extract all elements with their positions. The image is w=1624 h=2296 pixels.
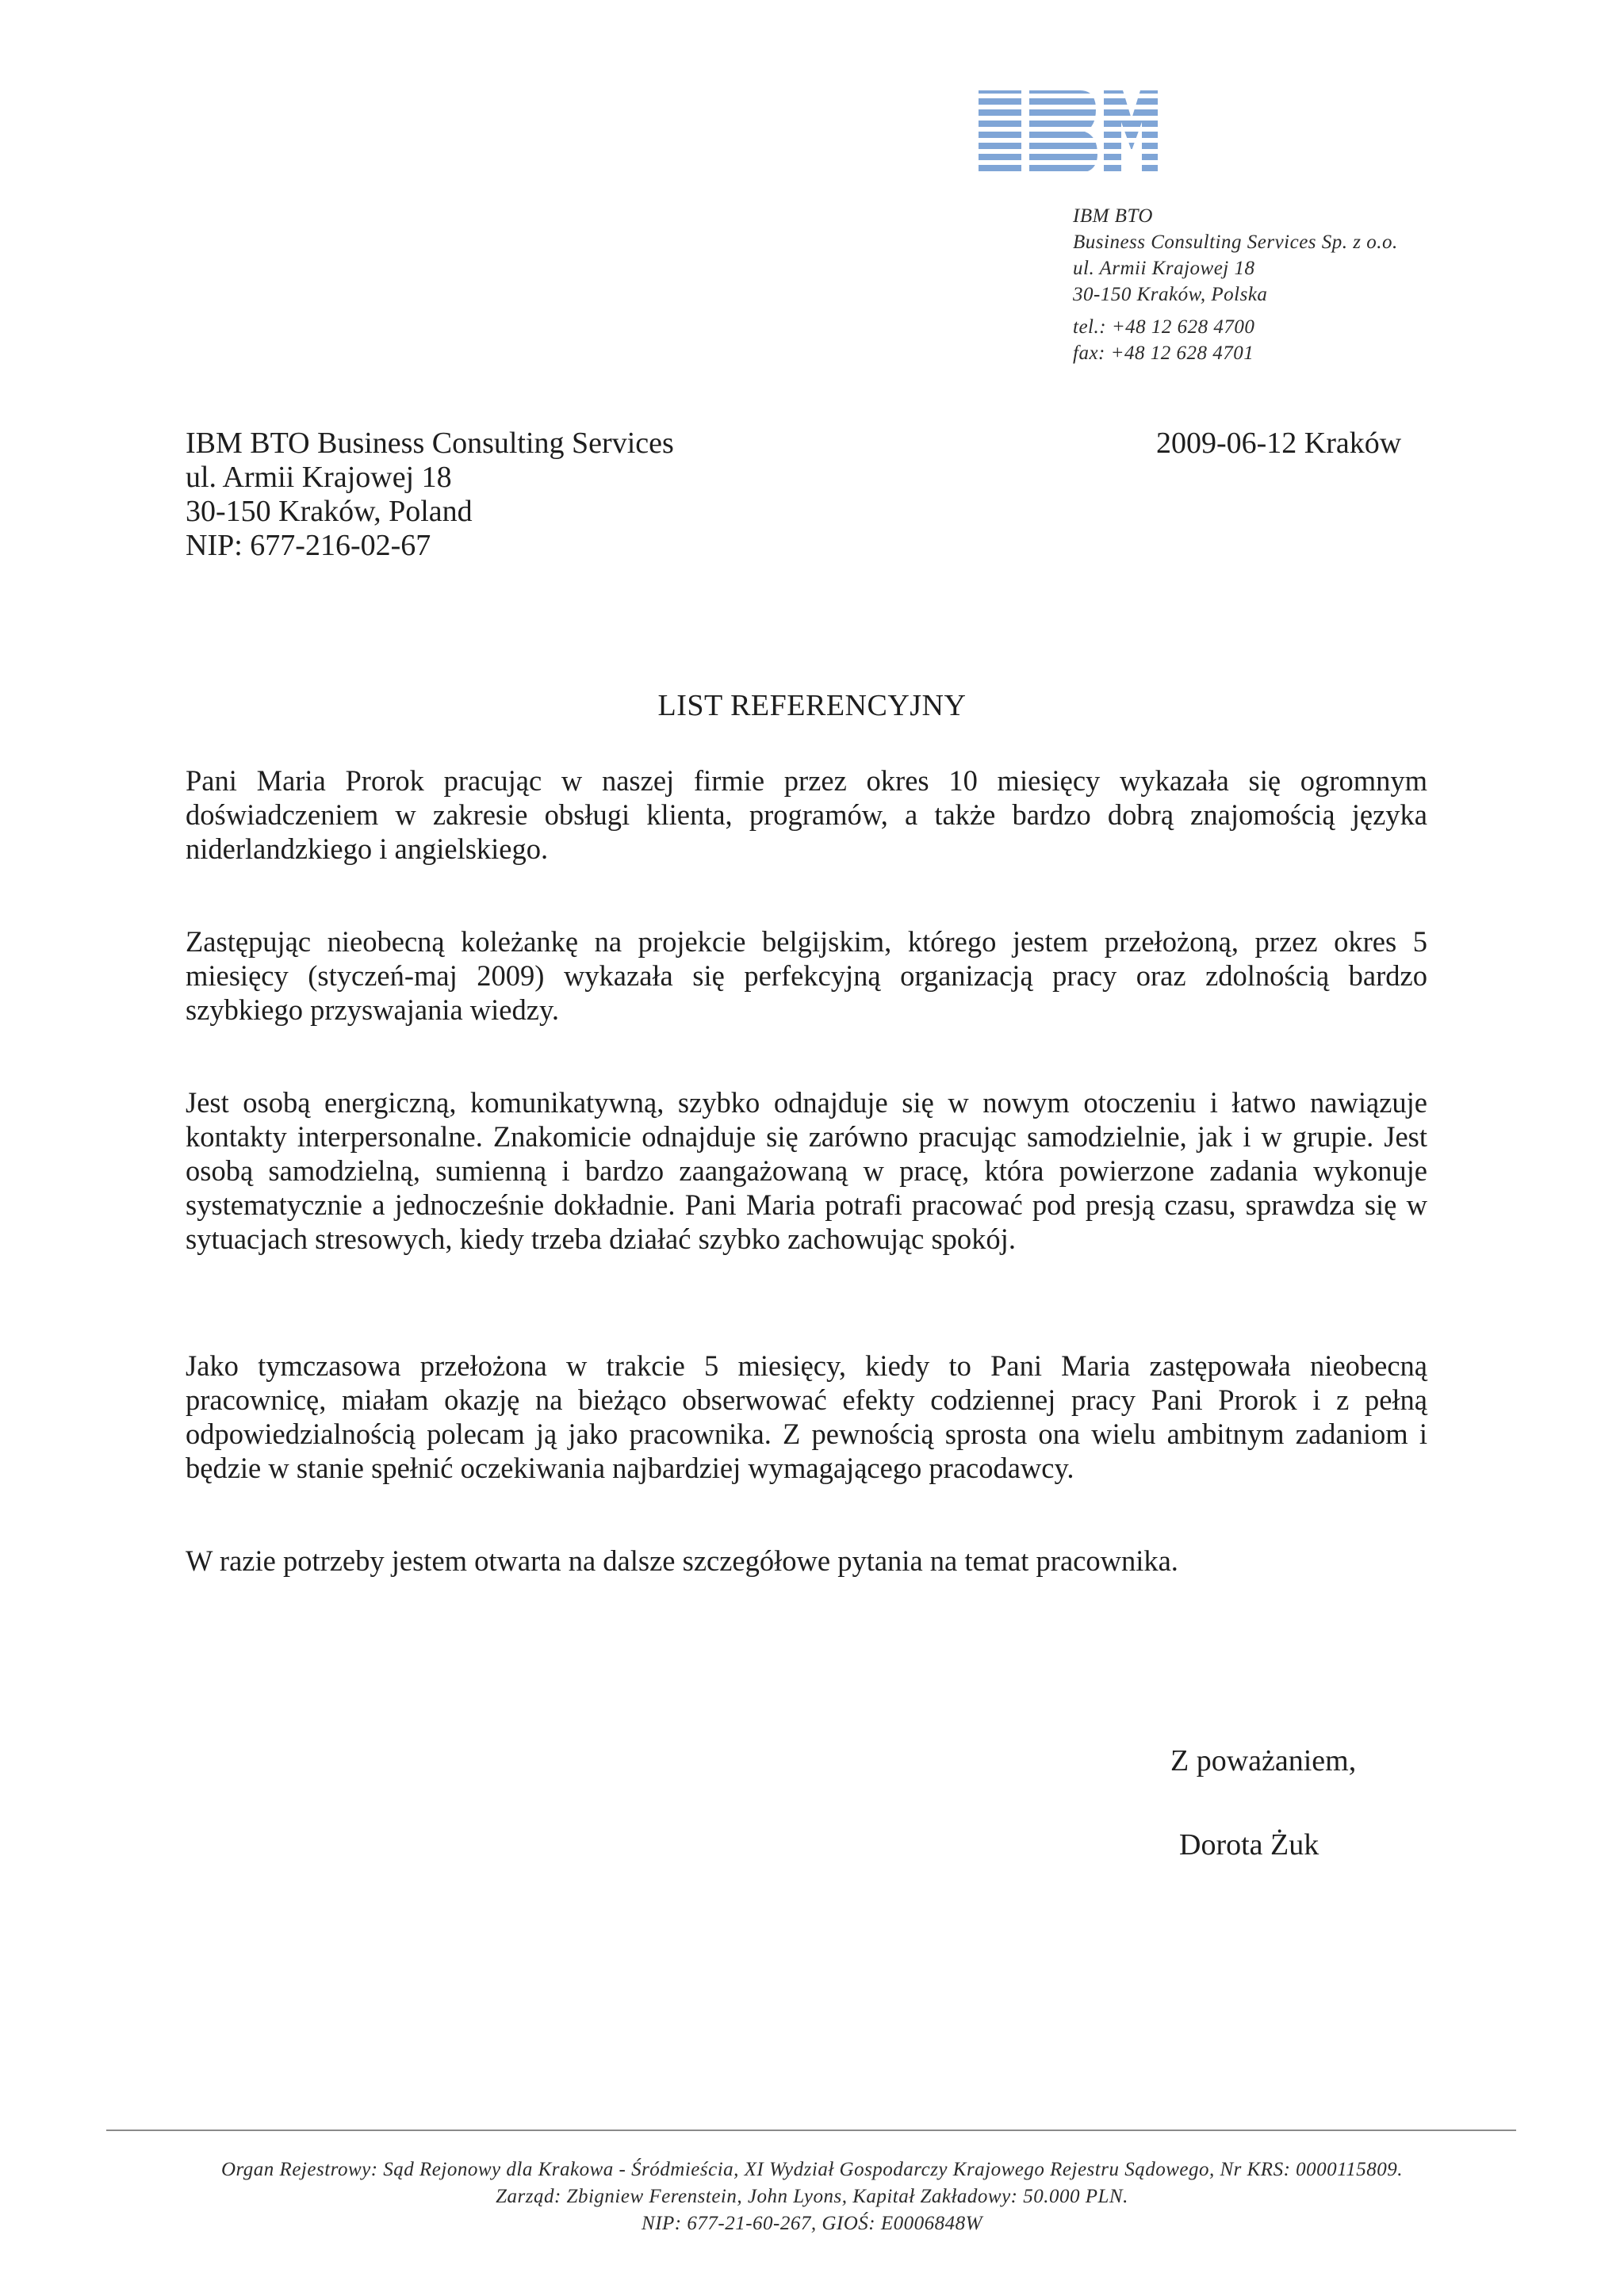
recipient-line: NIP: 677-216-02-67	[186, 529, 431, 562]
recipient-line: IBM BTO Business Consulting Services	[186, 427, 674, 460]
footer-line: NIP: 677-21-60-267, GIOŚ: E0006848W	[642, 2213, 982, 2234]
sender-fax: fax: +48 12 628 4701	[1073, 342, 1254, 364]
sender-tel: tel.: +48 12 628 4700	[1073, 316, 1255, 338]
footer-line: Zarząd: Zbigniew Ferenstein, John Lyons, Kapitał Zakładowy: 50.000 PLN.	[496, 2186, 1128, 2207]
closing-salutation: Z poważaniem,	[1170, 1744, 1357, 1777]
footer-line: Organ Rejestrowy: Sąd Rejonowy dla Krakowa - Śródmieścia, XI Wydział Gospodarczy Krajowego Rejestru Sądowego, Nr KRS: 0000115809.	[220, 2159, 1404, 2180]
letter-date: 2009-06-12 Kraków	[1156, 427, 1402, 460]
footer-divider	[106, 2130, 1516, 2131]
recipient-address	[186, 427, 674, 563]
sender-line: 30-150 Kraków, Polska	[1073, 284, 1268, 305]
sender-line: IBM BTO	[1073, 205, 1153, 227]
signer-name: Dorota Żuk	[1179, 1828, 1320, 1862]
body-paragraph: W razie potrzeby jestem otwarta na dalsze szczegółowe pytania na temat pracownika.	[186, 1544, 1178, 1577]
body-paragraph: Jest osobą energiczną, komunikatywną, szybko odnajduje się w nowym otoczeniu i łatwo nawiązuje kontakty interpersonalne. Znakomicie odnajduje się zarówno pracując samodzielnie, jak i w grupie. Jest osobą samodzielną, sumienną i bardzo zaangażowaną w pracę, która powierzone zadania wykonuje systematycznie a jednocześnie dokładnie. Pani Maria potrafi pracować pod presją czasu, sprawdza się w sytuacjach stresowych, kiedy trzeba działać szybko zachowując spokój.	[186, 1086, 1427, 1255]
letter-body	[186, 763, 1427, 1578]
body-paragraph: Zastępując nieobecną koleżankę na projekcie belgijskim, którego jestem przełożoną, przez okres 5 miesięcy (styczeń-maj 2009) wykazała się perfekcyjną organizacją pracy oraz zdolnością bardzo szybkiego przyswajania wiedzy.	[186, 925, 1427, 1026]
body-paragraph: Pani Maria Prorok pracując w naszej firmie przez okres 10 miesięcy wykazała się ogromnym doświadczeniem w zakresie obsługi klienta, programów, a także bardzo dobrą znajomością języka niderlandzkiego i angielskiego.	[186, 764, 1427, 865]
ibm-logo	[975, 87, 1159, 176]
sender-line: ul. Armii Krajowej 18	[1073, 258, 1255, 279]
recipient-line: ul. Armii Krajowej 18	[186, 461, 452, 494]
body-paragraph: Jako tymczasowa przełożona w trakcie 5 miesięcy, kiedy to Pani Maria zastępowała nieobecną pracownicę, miałam okazję na bieżąco obserwować efekty codziennej pracy Pani Prorok i z pełną odpowiedzialnością polecam ją jako pracownika. Z pewnością sprosta ona wielu ambitnym zadaniom i będzie w stanie spełnić oczekiwania najbardziej wymagającego pracodawcy.	[186, 1349, 1427, 1484]
footer	[0, 2156, 1624, 2237]
sender-address	[1073, 203, 1398, 366]
letter-title: LIST REFERENCYJNY	[657, 689, 967, 722]
recipient-line: 30-150 Kraków, Poland	[186, 495, 473, 528]
sender-line: Business Consulting Services Sp. z o.o.	[1073, 232, 1398, 253]
